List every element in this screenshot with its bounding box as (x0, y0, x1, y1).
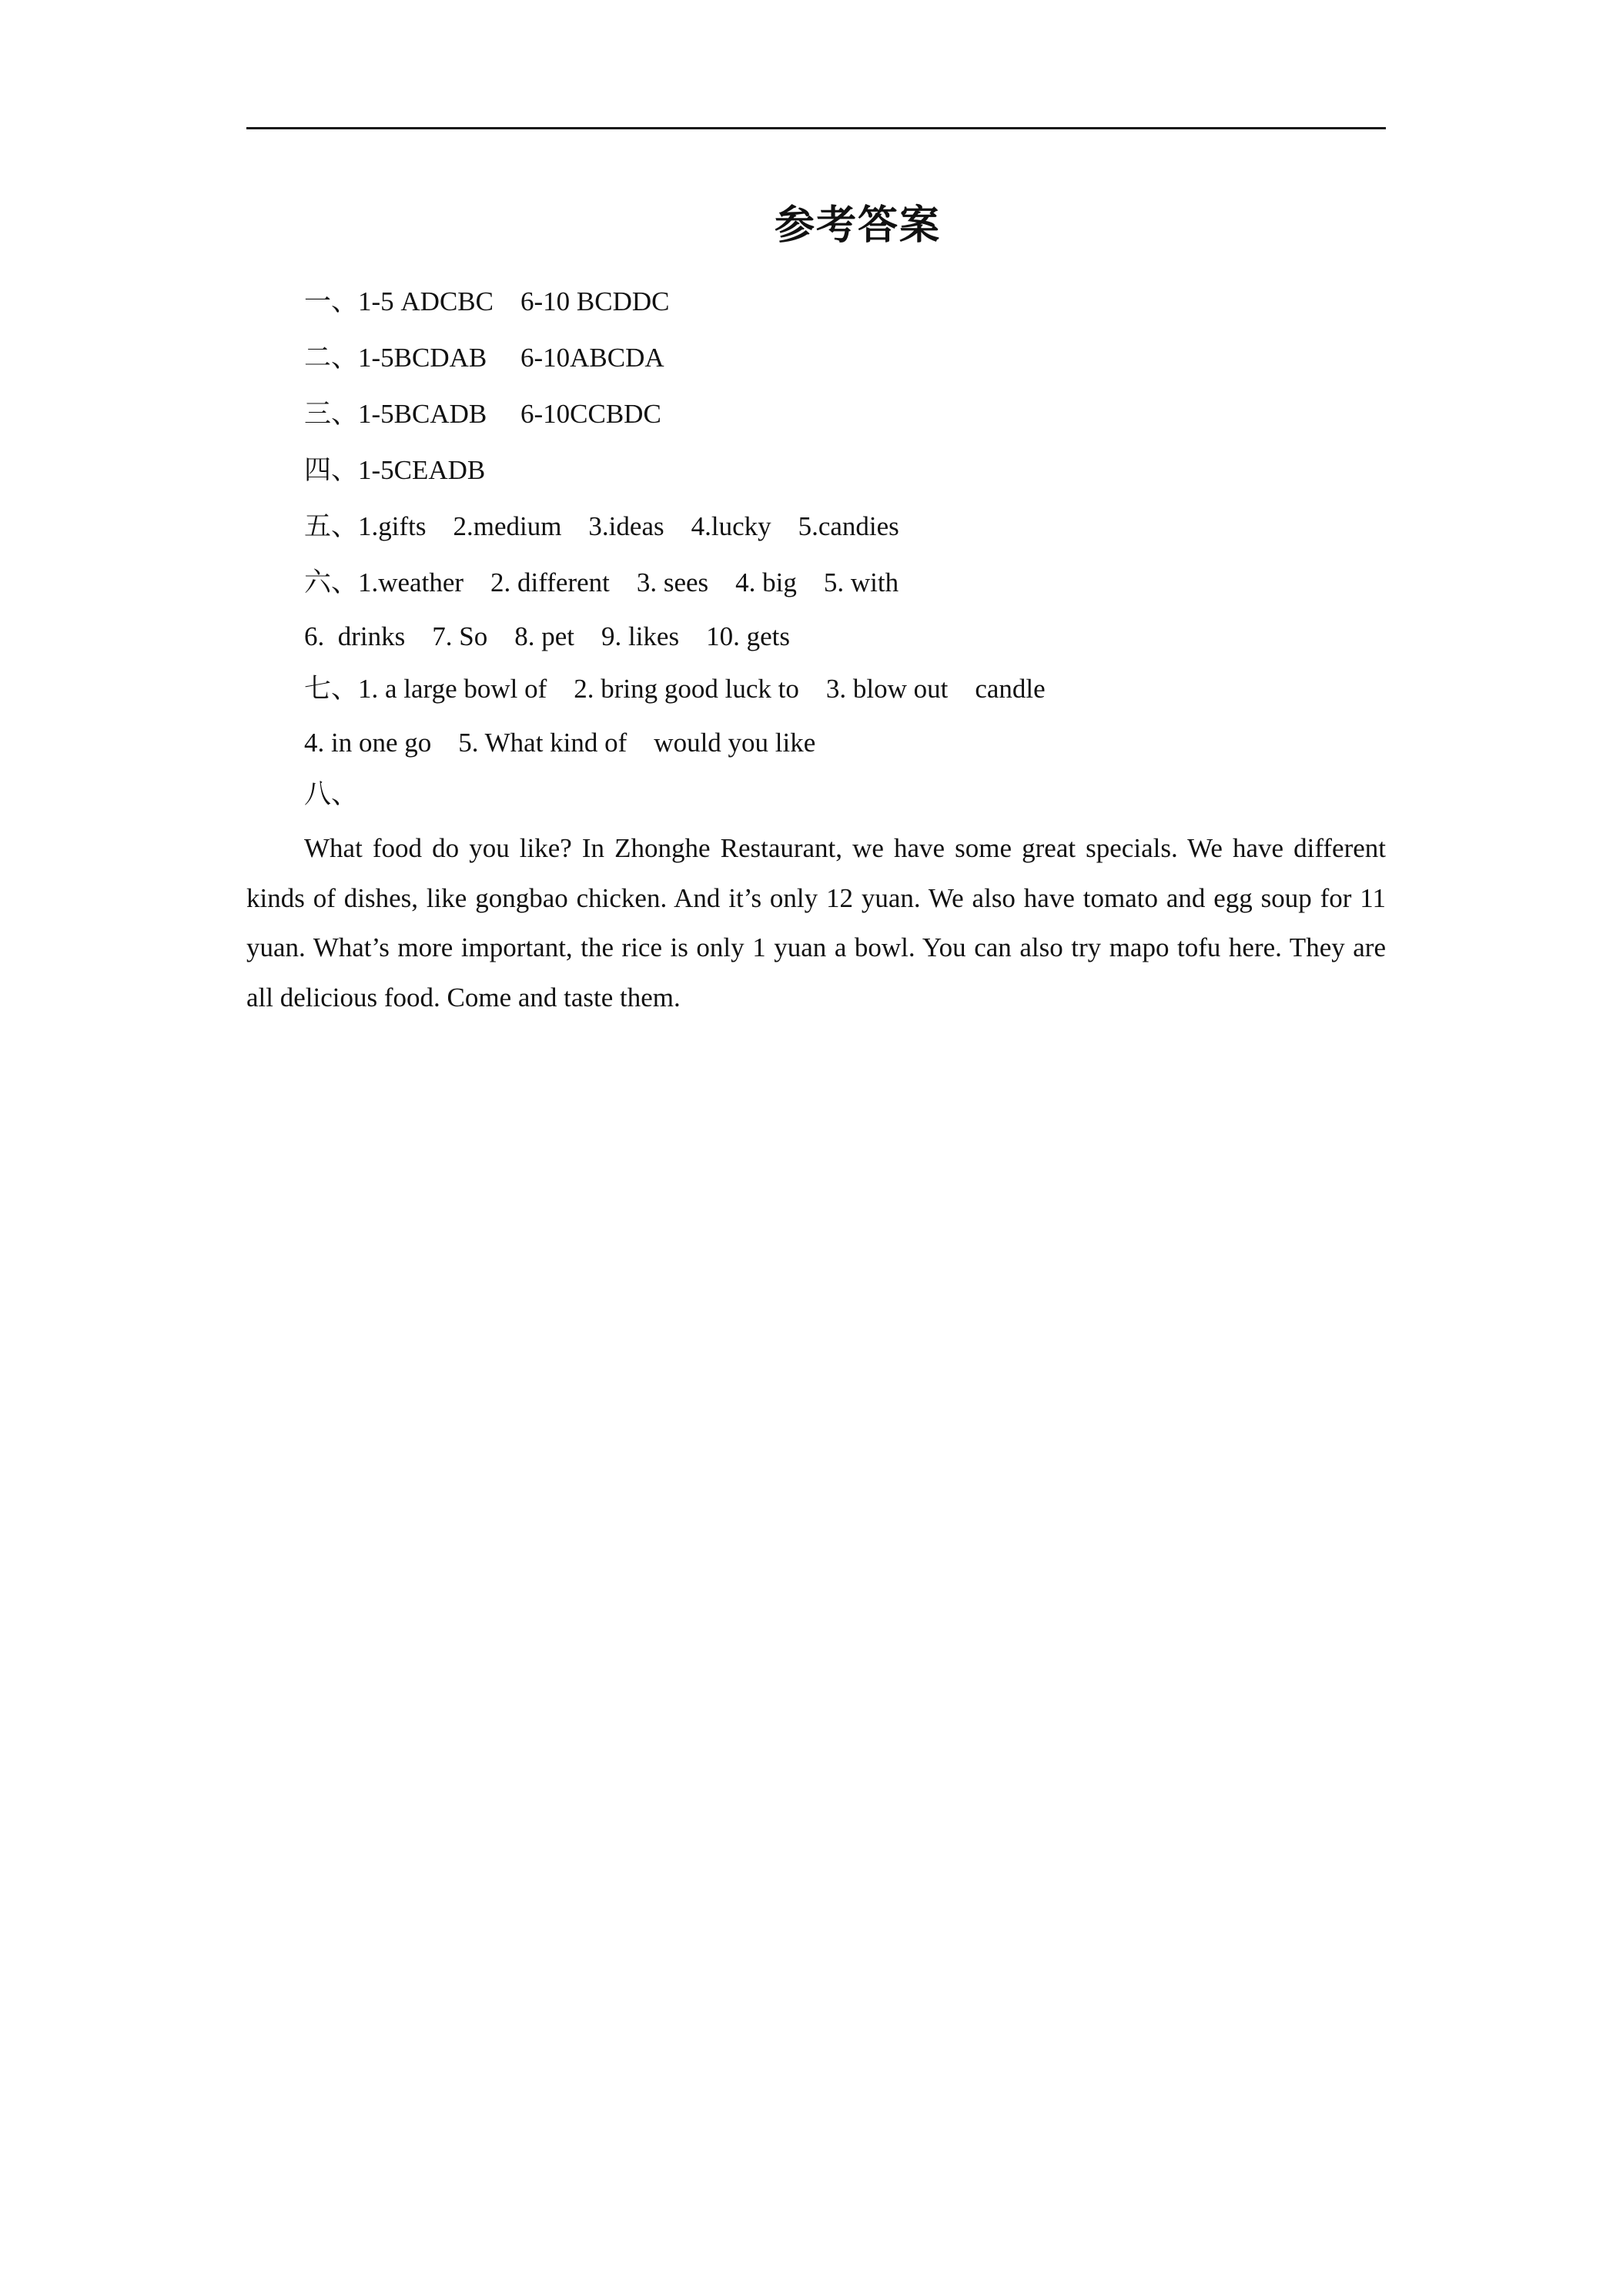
essay-paragraph: What food do you like? In Zhonghe Restaurant, we have some great specials. We have different kinds of dishes, like gongbao chicken. And it’s only 12 yuan. We also have tomato and egg soup for 11 yuan. What’s more important, the rice is only 1 yuan a bowl. You can also try mapo tofu here. They are all delicious food. Come and taste them. (246, 833, 1386, 1012)
answer-line-3: 三、1-5BCADB 6-10CCBDC (304, 399, 661, 429)
answer-line-1: 一、1-5 ADCBC 6-10 BCDDC (304, 286, 670, 316)
answer-line-4: 四、1-5CEADB (304, 455, 486, 485)
answer-line-9: 4. in one go 5. What kind of would you like (304, 728, 816, 758)
page-title: 参考答案 (774, 202, 941, 249)
answer-line-2: 二、1-5BCDAB 6-10ABCDA (304, 343, 664, 373)
answer-line-8: 七、1. a large bowl of 2. bring good luck to 3. blow out candle (304, 674, 1046, 704)
answer-line-6: 六、1.weather 2. different 3. sees 4. big 5. with (304, 567, 899, 597)
answer-line-7: 6. drinks 7. So 8. pet 9. likes 10. gets (304, 621, 790, 651)
header-rule (246, 127, 1386, 129)
answer-line-10: 八、 (304, 779, 359, 809)
answer-line-5: 五、1.gifts 2.medium 3.ideas 4.lucky 5.candies (304, 511, 899, 541)
